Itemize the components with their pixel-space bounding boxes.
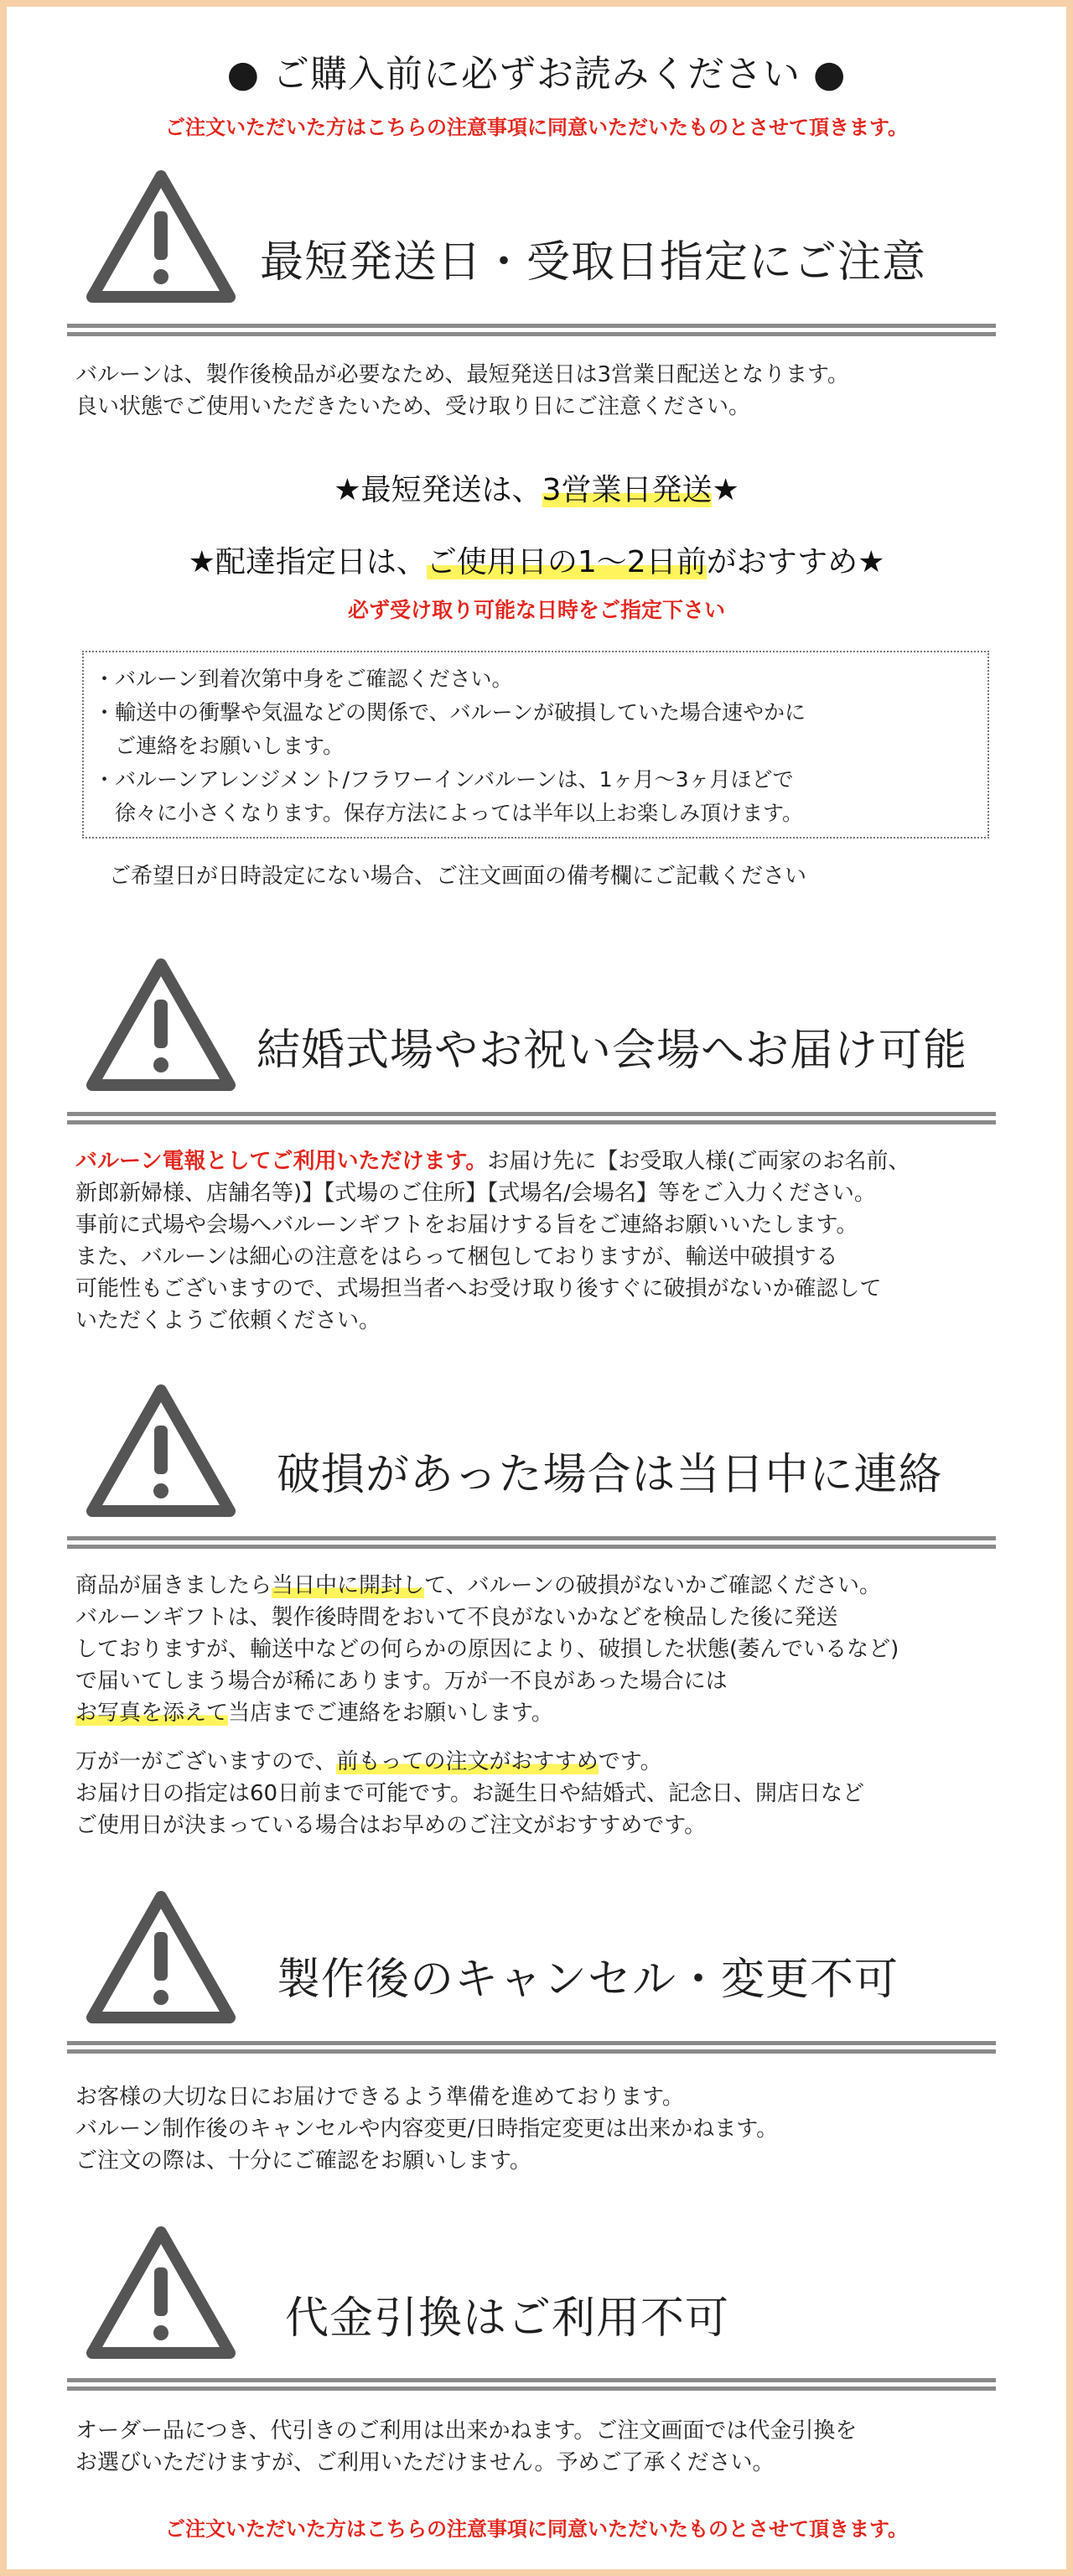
wedding-line: また、バルーンは細心の注意をはらって梱包しておりますが、輸送中破損する (75, 1244, 838, 1270)
agreement-notice-footer: ご注文いただいた方はこちらの注意事項に同意いただいたものとさせて頂きます。 (164, 2517, 909, 2541)
section-title-cancel: 製作後のキャンセル・変更不可 (277, 1955, 899, 2005)
wedding-line: バルーン電報としてご利用いただけます。お届け先に【お受取人様(ご両家のお名前、 (75, 1149, 910, 1174)
section-title-damage: 破損があった場合は当日中に連絡 (277, 1450, 943, 1500)
highlight: ご使用日の1～2日前 (426, 545, 707, 579)
agreement-notice: ご注文いただいた方はこちらの注意事項に同意いただいたものとさせて頂きます。 (164, 116, 909, 139)
cancel-line: バルーン制作後のキャンセルや内容変更/日時指定変更は出来かねます。 (75, 2116, 779, 2142)
warning-icon (84, 956, 238, 1093)
damage-line: ご使用日が決まっている場合はお早めのご注文がおすすめです。 (75, 1813, 707, 1838)
warning-icon (84, 168, 238, 305)
cod-line: オーダー品につき、代引きのご利用は出来かねます。ご注文画面では代金引換を (75, 2418, 858, 2444)
shipping-text-1: バルーンは、製作後検品が必要なため、最短発送日は3営業日配送となります。 (75, 362, 849, 387)
delivery-date-line: ★配達指定日は、ご使用日の1～2日前がおすすめ★ (188, 545, 885, 579)
warning-icon (84, 2224, 238, 2361)
warning-icon (84, 1888, 238, 2026)
divider (67, 324, 996, 337)
notes-line: ・輸送中の衝撃や気温などの関係で、バルーンが破損していた場合速やかに (94, 700, 806, 724)
highlight: お写真を添えて (75, 1701, 229, 1726)
section-title-cod: 代金引換はご利用不可 (285, 2293, 730, 2344)
divider (67, 1536, 996, 1550)
shortest-shipping-line: ★最短発送は、3営業日発送★ (334, 473, 739, 507)
notes-line: 徐々に小さくなります。保存方法によっては半年以上お楽しみ頂けます。 (94, 801, 804, 825)
damage-line: お写真を添えて当店までご連絡をお願いします。 (75, 1701, 553, 1726)
page-title: ● ご購入前に必ずお読みください ● (226, 53, 847, 96)
highlight: 3営業日発送 (542, 473, 713, 507)
wedding-line: 可能性もございますので、式場担当者へお受け取り後すぐに破損がないか確認して (75, 1276, 882, 1301)
date-request-note: ご希望日が日時設定にない場合、ご注文画面の備考欄にご記載ください (109, 864, 807, 889)
damage-line: しておりますが、輸送中などの何らかの原因により、破損した状態(萎んでいるなど) (75, 1637, 899, 1662)
divider (67, 2041, 996, 2054)
delivery-red-note: 必ず受け取り可能な日時をご指定下さい (347, 598, 725, 622)
damage-line: 万が一がございますので、前もっての注文がおすすめです。 (75, 1749, 662, 1774)
cod-line: お選びいただけますが、ご利用いただけません。予めご了承ください。 (75, 2450, 775, 2475)
warning-icon (84, 1382, 238, 1519)
telegram-lead: バルーン電報としてご利用いただけます。 (75, 1149, 488, 1174)
wedding-line: いただくようご依頼ください。 (75, 1308, 381, 1333)
highlight: 当日中に開封し (272, 1573, 425, 1598)
section-title-wedding: 結婚式場やお祝い会場へお届け可能 (257, 1026, 968, 1076)
damage-line: お届け日の指定は60日前まで可能です。お誕生日や結婚式、記念日、開店日など (75, 1781, 865, 1806)
notes-line: ご連絡をお願いします。 (94, 734, 345, 758)
damage-line: バルーンギフトは、製作後時間をおいて不良がないかなどを検品した後に発送 (75, 1605, 838, 1630)
shipping-text-2: 良い状態でご使用いただきたいため、受け取り日にご注意ください。 (75, 394, 750, 419)
cancel-line: お客様の大切な日にお届けできるよう準備を進めております。 (75, 2085, 684, 2110)
wedding-line: 事前に式場や会場へバルーンギフトをお届けする旨をご連絡お願いいたします。 (75, 1213, 858, 1238)
notes-line: ・バルーンアレンジメント/フラワーインバルーンは、1ヶ月～3ヶ月ほどで (94, 767, 794, 792)
divider (67, 1112, 996, 1125)
highlight: 前もっての注文がおすすめ (336, 1749, 599, 1774)
wedding-line: 新郎新婦様、店舗名等)】【式場のご住所】【式場名/会場名】等をご入力ください。 (75, 1181, 876, 1206)
divider (67, 2378, 996, 2392)
damage-line: 商品が届きましたら当日中に開封して、バルーンの破損がないかご確認ください。 (75, 1573, 881, 1598)
section-title-shipping: 最短発送日・受取日指定にご注意 (260, 237, 927, 288)
damage-line: で届いてしまう場合が稀にあります。万が一不良があった場合には (75, 1669, 728, 1694)
notes-line: ・バルーン到着次第中身をご確認ください。 (94, 667, 513, 691)
cancel-line: ご注文の際は、十分にご確認をお願いします。 (75, 2148, 531, 2174)
